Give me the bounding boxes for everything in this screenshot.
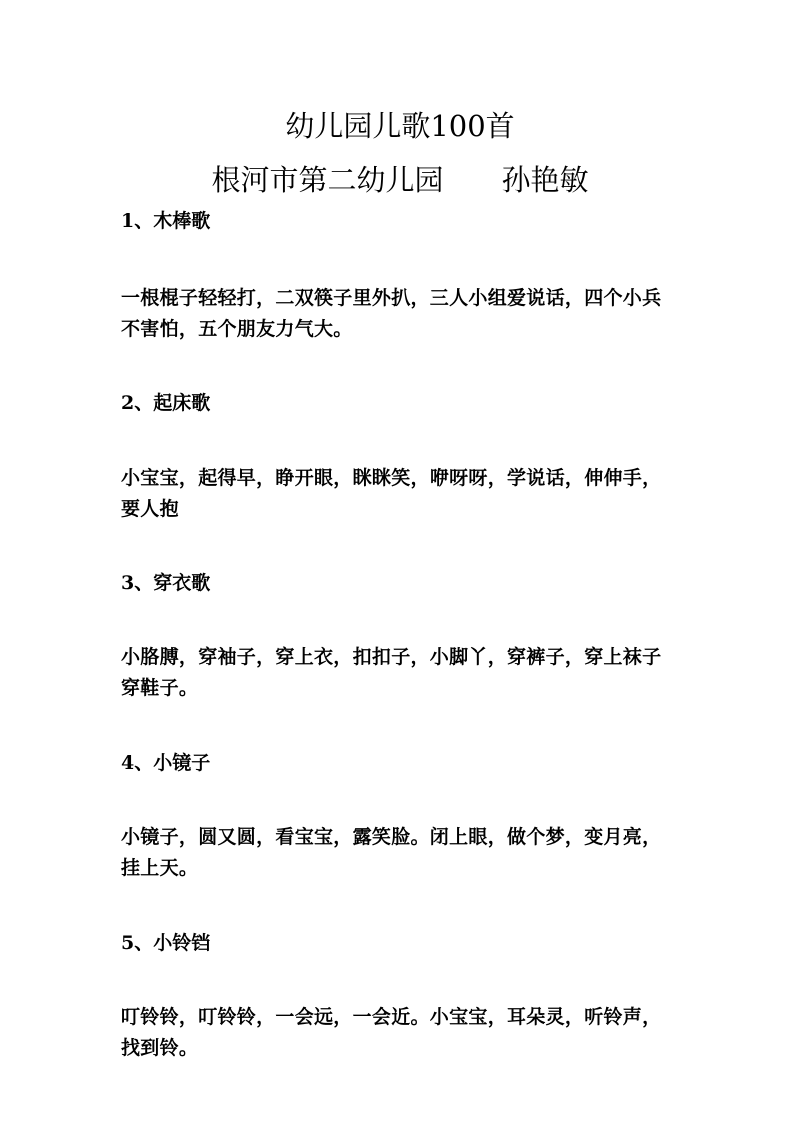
song-heading: 2、起床歌 xyxy=(121,392,211,414)
document-subtitle xyxy=(0,162,800,198)
song-lyrics: 小胳膊，穿袖子，穿上衣，扣扣子，小脚丫，穿裤子，穿上袜子穿鞋子。 xyxy=(121,646,662,699)
song-lyrics: 小镜子，圆又圆，看宝宝，露笑脸。闭上眼，做个梦，变月亮，挂上天。 xyxy=(121,826,662,879)
document-title: 幼儿园儿歌100首 xyxy=(285,109,515,143)
author-name: 孙艳敏 xyxy=(501,163,589,197)
song-heading: 5、小铃铛 xyxy=(121,932,211,954)
song-lyrics: 叮铃铃，叮铃铃，一会远，一会近。小宝宝，耳朵灵，听铃声，找到铃。 xyxy=(121,1006,662,1059)
song-heading: 1、木棒歌 xyxy=(121,210,211,232)
song-lyrics: 小宝宝，起得早，睁开眼，眯眯笑，咿呀呀，学说话，伸伸手，要人抱 xyxy=(121,467,662,520)
organization-name: 根河市第二幼儿园 xyxy=(211,163,444,197)
song-heading: 4、小镜子 xyxy=(121,752,211,774)
song-heading: 3、穿衣歌 xyxy=(121,572,211,594)
song-lyrics: 一根棍子轻轻打，二双筷子里外扒，三人小组爱说话，四个小兵不害怕，五个朋友力气大。 xyxy=(121,287,662,340)
